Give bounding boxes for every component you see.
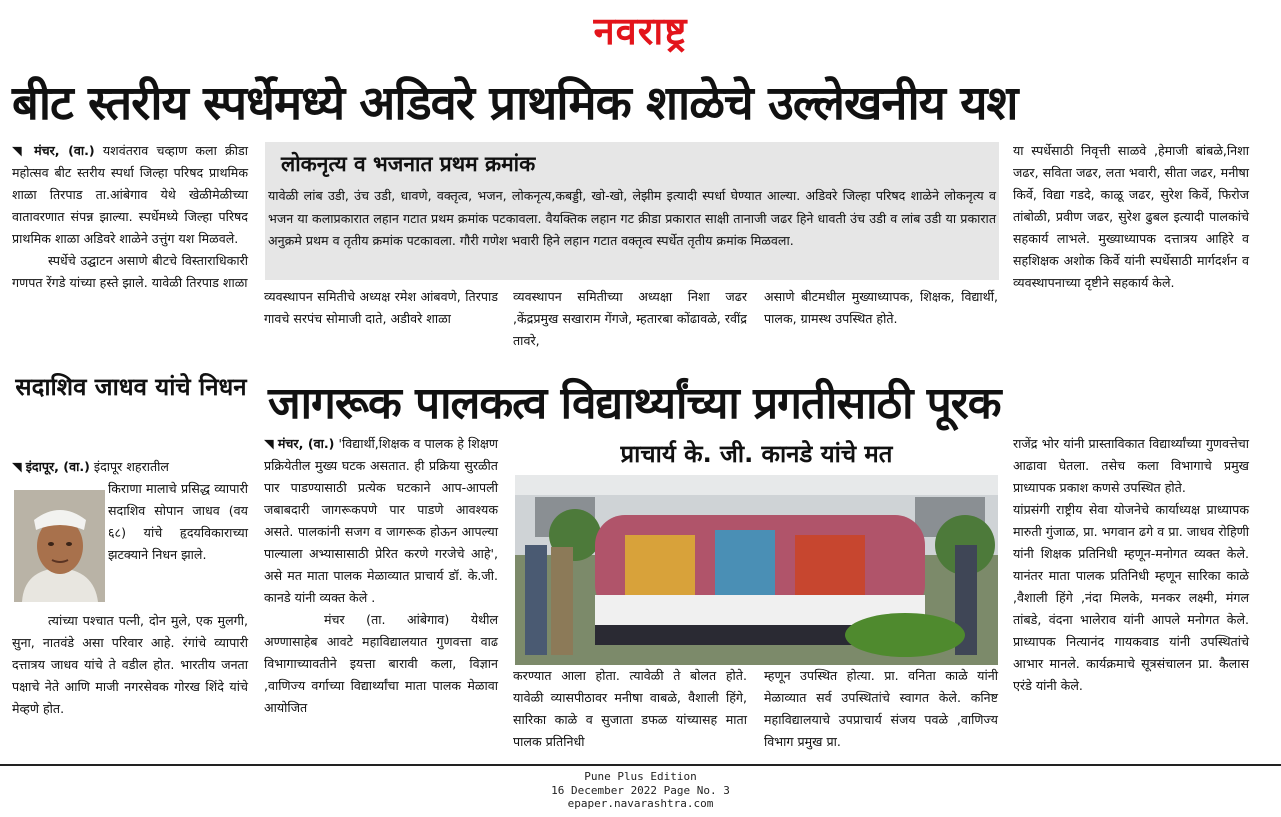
box-text: यावेळी लांब उडी, उंच उडी, धावणे, वक्तृत्व, भजन, लोकनृत्य,कबड्डी, खो-खो, लेझीम इत्यादी स्पर्धा घेण्यात आल्या. अडिवरे जिल्हा परिषद शाळेने लोकनृत्य व भजन या कलाप्रकारात लहान गटात प्रथम क्रमांक पटकावला. वैयक्तिक लहान गट क्रीडा प्रकारात साक्षी तानाजी जढर हिने धावती उंच उडी व लांब उडी या प्रकारात अनुक्रमे प्रथम व तृतीय क्रमांक पटकावला. गौरी गणेश भवारी हिने लहान गटात वक्तृत्व स्पर्धेत तृतीय क्रमांक मिळवला. <box>268 188 996 248</box>
story-text: यांप्रसंगी राष्ट्रीय सेवा योजनेचे कार्याध्यक्ष प्राध्यापक मारुती गुंजाळ, प्रा. भगवान ढगे व प्रा. जाधव रोहिणी यांनी शिक्षक प्रतिनिधी म्हणून-मनोगत व्यक्त केले. यानंतर माता पालक प्रतिनिधी म्हणून सारिका काळे ,वैशाली हिंगे ,नंदा मिलके, मनकर लक्ष्मी, मंगल तांबडे, वंदना भालेराव यांनी आपले मनोगत केले. प्राध्यापक नित्यानंद गायकवाड यांनी उपस्थितांचे आभार मानले. कार्यक्रमाचे सूत्रसंचालन प्रा. कैलास एरंडे यांनी केले. <box>1013 502 1249 693</box>
dateline: मंचर, (वा.) <box>34 143 95 158</box>
story3-column-3: म्हणून उपस्थित होत्या. प्रा. वनिता काळे यांनी मेळाव्यात सर्व उपस्थितांचे स्वागत केले. कनिष्ट महाविद्यालयाचे उपप्राचार्य संजय पवळे ,वाणिज्य विभाग प्रमुख प्रा. <box>764 668 998 749</box>
obituary-lead <box>12 456 248 478</box>
story1-column-5: या स्पर्धेसाठी निवृत्ती साळवे ,हेमाजी बांबळे,निशा जढर, सविता जढर, लता भवारी, सीता जढर, मनीषा किर्वे, विद्या गडदे, काळू जढर, सुरेश किर्वे, फिरोज तांबोळी, प्रवीण जढर, सुरेश ढुबल इत्यादी पालकांचे सहकार्य लाभले. मुख्याध्यापक दत्तात्रय आहिरे व सहशिक्षक अशोक किर्वे यांनी स्पर्धेसाठी मार्गदर्शन व व्यवस्थापनाच्या दृष्टीने सहकार्य केले. <box>1013 143 1249 290</box>
headline-beat-competition: बीट स्तरीय स्पर्धेमध्ये अडिवरे प्राथमिक शाळेचे उल्लेखनीय यश <box>12 76 1018 131</box>
bullet-icon: ◥ <box>12 143 26 158</box>
story3-column-2: करण्यात आला होता. त्यावेळी ते बोलत होते. यावेळी व्यासपीठावर मनीषा वाबळे, वैशाली हिंगे, सारिका काळे व सुजाता डफळ यांच्यासह माता पालक प्रतिनिधी <box>513 668 747 749</box>
group-photo-illustration <box>515 475 998 665</box>
story-text: मंचर (ता. आंबेगाव) येथील अण्णासाहेब आवटे महाविद्यालयात गुणवत्ता वाढ विभागाच्यावतीने इयत्ता बारावी कला, विज्ञान ,वाणिज्य वर्गाच्या विद्यार्थ्यांचा माता पालक मेळावा आयोजित <box>264 612 498 715</box>
story1-column-1 <box>12 140 248 294</box>
edition-date-page: 16 December 2022 Page No. 3 <box>551 783 730 797</box>
footer-rule <box>0 764 1281 766</box>
portrait-illustration <box>14 490 105 602</box>
dateline: मंचर, (वा.) <box>277 436 335 451</box>
story3-subheading: प्राचार्य के. जी. कानडे यांचे मत <box>620 440 893 468</box>
newspaper-masthead: नवराष्ट्र <box>593 9 688 53</box>
story3-column-1 <box>264 433 498 719</box>
story3-column-4 <box>1013 433 1249 697</box>
story-text: स्पर्धेचे उद्घाटन असाणे बीटचे विस्ताराधिकारी गणपत रेंगडे यांच्या हस्ते झाले. यावेळी तिरपाड शाळा <box>12 253 248 290</box>
story1-column-4: असाणे बीटमधील मुख्याध्यापक, शिक्षक, विद्यार्थी, पालक, ग्रामस्थ उपस्थित होते. <box>764 289 998 326</box>
box-subheading: लोकनृत्य व भजनात प्रथम क्रमांक <box>281 152 536 176</box>
story1-column-3: व्यवस्थापन समितीच्या अध्यक्षा निशा जढर ,केंद्रप्रमुख सखाराम गेंगजे, म्हतारबा कोंढावळे, रवींद्र तावरे, <box>513 289 747 348</box>
story-text: यशवंतराव चव्हाण कला क्रीडा महोत्सव बीट स्तरीय स्पर्धा जिल्हा परिषद प्राथमिक शाळा तिरपाड ता.आंबेगाव येथे खेळीमेळीच्या वातावरणात संपन्न झाल्या. स्पर्धेमध्ये जिल्हा परिषद प्राथमिक शाळा अडिवरे शाळेने उत्तुंग यश मिळवले. <box>12 143 248 246</box>
story-text: इंदापूर शहरातील <box>93 459 169 474</box>
story-text: राजेंद्र भोर यांनी प्रास्ताविकात विद्यार्थ्यांच्या गुणवत्तेचा आढावा घेतला. तसेच कला विभागाचे प्रमुख प्राध्यापक प्रकाश कणसे उपस्थित होते. <box>1013 436 1249 495</box>
edition-footer <box>0 770 1281 811</box>
edition-name: Pune Plus Edition <box>584 770 697 783</box>
obituary-headline: सदाशिव जाधव यांचे निधन <box>15 373 247 401</box>
story-text: 'विद्यार्थी,शिक्षक व पालक हे शिक्षण प्रक्रियेतील मुख्य घटक असतात. ही प्रक्रिया सुरळीत पार पाडण्यासाठी प्रत्येक घटकाने आप-आपली जबाबदारी जागरूकपणे पार पाडणे आवश्यक असते. पालकांनी सजग व जागरूक होऊन आपल्या पाल्याला अभ्यासासाठी प्रेरित करणे गरजेचे आहे', असे मत माता पालक मेळाव्यात प्राचार्य डॉ. के.जी. कानडे यांनी व्यक्त केले . <box>264 436 498 605</box>
bullet-icon: ◥ <box>264 436 274 451</box>
epaper-url[interactable]: epaper.navarashtra.com <box>567 797 714 810</box>
obituary-beside-photo: किराणा मालाचे प्रसिद्ध व्यापारी सदाशिव सोपान जाधव (वय ६८) यांचे हृदयविकाराच्या झटक्याने निधन झाले. <box>108 481 248 562</box>
headline-parenting: जागरूक पालकत्व विद्यार्थ्यांच्या प्रगतीसाठी पूरक <box>268 378 1001 429</box>
obituary-rest: त्यांच्या पश्चात पत्नी, दोन मुले, एक मुलगी, सुना, नातवंडे असा परिवार आहे. रंगांचे व्यापारी दत्तात्रय जाधव यांचे ते वडील होत. भारतीय जनता पक्षाचे नेते आणि माजी नगरसेवक गोरख शिंदे यांचे मेव्हणे होत. <box>12 613 248 716</box>
story1-column-2: व्यवस्थापन समितीचे अध्यक्ष रमेश आंबवणे, तिरपाड गावचे सरपंच सोमाजी दाते, अडीवरे शाळा <box>264 289 498 326</box>
group-photo <box>515 475 998 665</box>
bullet-icon: ◥ <box>12 459 22 474</box>
dateline: इंदापूर, (वा.) <box>25 459 90 474</box>
portrait-photo <box>14 490 105 602</box>
